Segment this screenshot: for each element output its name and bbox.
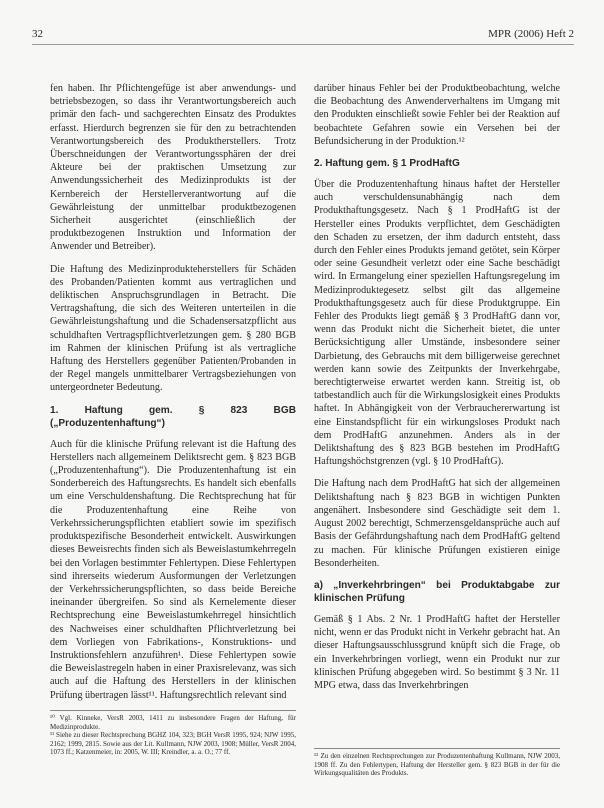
paragraph: Über die Produzentenhaftung hinaus haftet der Hersteller auch verschuldensunabhängig nach dem Produkthaftungsgesetz. Nach § 1 ProdHaftG ist der Hersteller eines Produkts verpflichtet, dem Geschädigten den Schaden zu ersetzen, der ihm dadurch entsteht, dass durch den Fehler eines Produkts jemand getötet, sein Körper oder seine Gesundheit verletzt oder eine Sache beschädigt wird. In Ermangelung einer speziellen Haftungsregelung im Medizinproduktegesetz selbst gilt das allgemeine Produkthaftungsgesetz auch für diese Produktgruppe. Ein Fehler des Produkts liegt gemäß § 3 ProdHaftG dann vor, wenn das Produkt nicht die Sicherheit bietet, die unter Berücksichtigung aller Umstände, insbesondere seiner Darbietung, des Gebrauchs mit dem billigerweise gerechnet werden kann sowie des Zeitpunkts der Inverkehrgabe, berechtigterweise erwartet werden kann. Streitig ist, ob tatbestandlich auch für die Wirkungslosigkeit eines Produkts haftet. In Abhängigkeit von der Verbrauchererwartung ist eine Einstandspflicht für ein wirkungsloses Produkt nach dem ProdHaftG anzunehmen. Anders als in der Deliktshaftung des § 823 BGB bestehen im ProdHaftG Haftungshöchstgrenzen (vgl. § 10 ProdHaftG). <box>314 179 560 468</box>
journal-title: MPR (2006) Heft 2 <box>488 28 574 40</box>
footnote: ¹¹ Siehe zu dieser Rechtsprechung BGHZ 104, 323; BGH VersR 1995, 924; NJW 1995, 2162; 1999, 2815. Sowie aus der Lit. Kullmann, NJW 2003, 1908; Müller, VersR 2004, 1073 ff.; Katzenmeier, in: 2005, W. III; Kreindler, a. a. O.; 77 ff. <box>50 731 296 757</box>
paragraph: Gemäß § 1 Abs. 2 Nr. 1 ProdHaftG haftet der Hersteller nicht, wenn er das Produkt nicht in Verkehr gebracht hat. An dieser Haftungsausschlussgrund knüpft sich die Frage, ob ein Inverkehrbringen vorliegt, wenn ein Produkt nur zur klinischen Prüfung abgegeben wird. So bestimmt § 3 Nr. 11 MPG etwa, dass das Inverkehrbringen <box>314 613 560 691</box>
paragraph: Die Haftung des Medizinprodukteherstellers für Schäden des Probanden/Patienten kommt aus vertraglichen und deliktischen Anspruchsgrundlagen in Betracht. Die Vertragshaftung, die sich des Weiteren unterteilen in die Gewährleistungshaftung und die Schadensersatzpflicht aus schuldhaften Vertragspflichtverletzungen gem. § 280 BGB im Rahmen der klinischen Prüfung ist als vertragliche Haftung des Herstellers gegenüber Patienten/Probanden in der Regel mangels unmittelbarer Vertragsbeziehungen von untergeordneter Bedeutung. <box>50 263 296 394</box>
paragraph: Auch für die klinische Prüfung relevant ist die Haftung des Herstellers nach allgemeinem Deliktsrecht gem. § 823 BGB („Produzentenhaftung“). Die Produzentenhaftung ist ein Sonderbereich des Haftungsrechts. Es handelt sich ebenfalls um eine Verschuldenshaftung. Die Rechtsprechung hat für die Produzentenhaftung eine Reihe von Verkehrssicherungspflichten etabliert sowie im spezifisch produktspezifische Besonderheit entwickelt. Auswirkungen dieses Beweisrechts finden sich als Beweislastumkehrregeln bei den Vorlagen bestimmter Fehlertypen. Diese Fehlertypen sind ihrerseits wiederum Ausformungen der Verletzungen der Verkehrssicherungspflichten, so dass beide Bereiche ineinander übergreifen. So sind als Kernelemente dieser Rechtsprechung eine Beweislastumkehrregel hinsichtlich des Nachweises einer schuldhaften Pflichtverletzung bei dem Vorliegen von Fabrikations-, Konstruktions- und Instruktionsfehlern anzuführen¹. Diese Fehlertypen sowie die Beweislastregeln haben in einer Praxisrelevanz, was sich auch auf die Haftung des Herstellers in der klinischen Prüfung übertragen lässt¹¹. Haftungsrechtlich relevant sind <box>50 438 296 701</box>
footnote: ¹⁰ Vgl. Kinneke, VersR 2003, 1411 zu insbesondere Fragen der Haftung, für Medizinprodukte. <box>50 714 296 731</box>
page-number: 32 <box>32 28 43 40</box>
paragraph: Die Haftung nach dem ProdHaftG hat sich der allgemeinen Deliktshaftung nach § 823 BGB in wichtigen Punkten angenähert. Insbesondere sind Geschädigte seit dem 1. August 2002 berechtigt, Schmerzensgeldansprüche auch auf Basis der Gefährdungshaftung nach dem ProdHaftG geltend zu machen. Für klinische Prüfungen existieren einige Besonderheiten. <box>314 478 560 569</box>
paragraph: darüber hinaus Fehler bei der Produktbeobachtung, welche die Beobachtung des Anwenderverhaltens im Umgang mit den Produkten einschließt sowie Fehler bei der Reaktion auf beobachtete Gefahren sowie ein Versehen bei der Befundsicherung in der Produktion.¹² <box>314 83 560 147</box>
section-heading: 1. Haftung gem. § 823 BGB („Produzentenhaftung“) <box>50 404 296 429</box>
section-heading: 2. Haftung gem. § 1 ProdHaftG <box>314 158 460 170</box>
footnotes-right <box>314 748 560 778</box>
right-column <box>314 82 560 692</box>
section-heading: a) „Inverkehrbringen“ bei Produktabgabe zur klinischen Prüfung <box>314 579 560 604</box>
page-header <box>32 28 574 45</box>
paragraph: fen haben. Ihr Pflichtengefüge ist aber anwendungs- und betriebsbezogen, so dass ihr Verantwortungsbereich auch primär den fach- und sachgerechten Einsatz des Produktes erfasst. Hierdurch begrenzen sie für den zu betrachtenden Verantwortungsbereich des Produktherstellers. Trotz Überschneidungen der Verantwortungssphären der drei Akteure bei der praktischen Umsetzung zur Anwendungssicherheit des Medizinprodukts ist der Kernbereich der Herstellerverantwortung auf die Gewährleistung der unmittelbar produktbezogenen Sicherheit ausgerichtet (einschließlich der produktbezogenen Instruktion und Information der Anwender und Betreiber). <box>50 83 296 253</box>
footnotes-left <box>50 710 296 757</box>
left-column <box>50 82 296 702</box>
footnote: ¹² Zu den einzelnen Rechtsprechungen zur Produzentenhaftung Kullmann, NJW 2003, 1908 ff. Zu den Fehlertypen, Haftung der Hersteller gem. § 823 BGB in der für die Wirkungsqualitäten des Produkts. <box>314 752 560 778</box>
